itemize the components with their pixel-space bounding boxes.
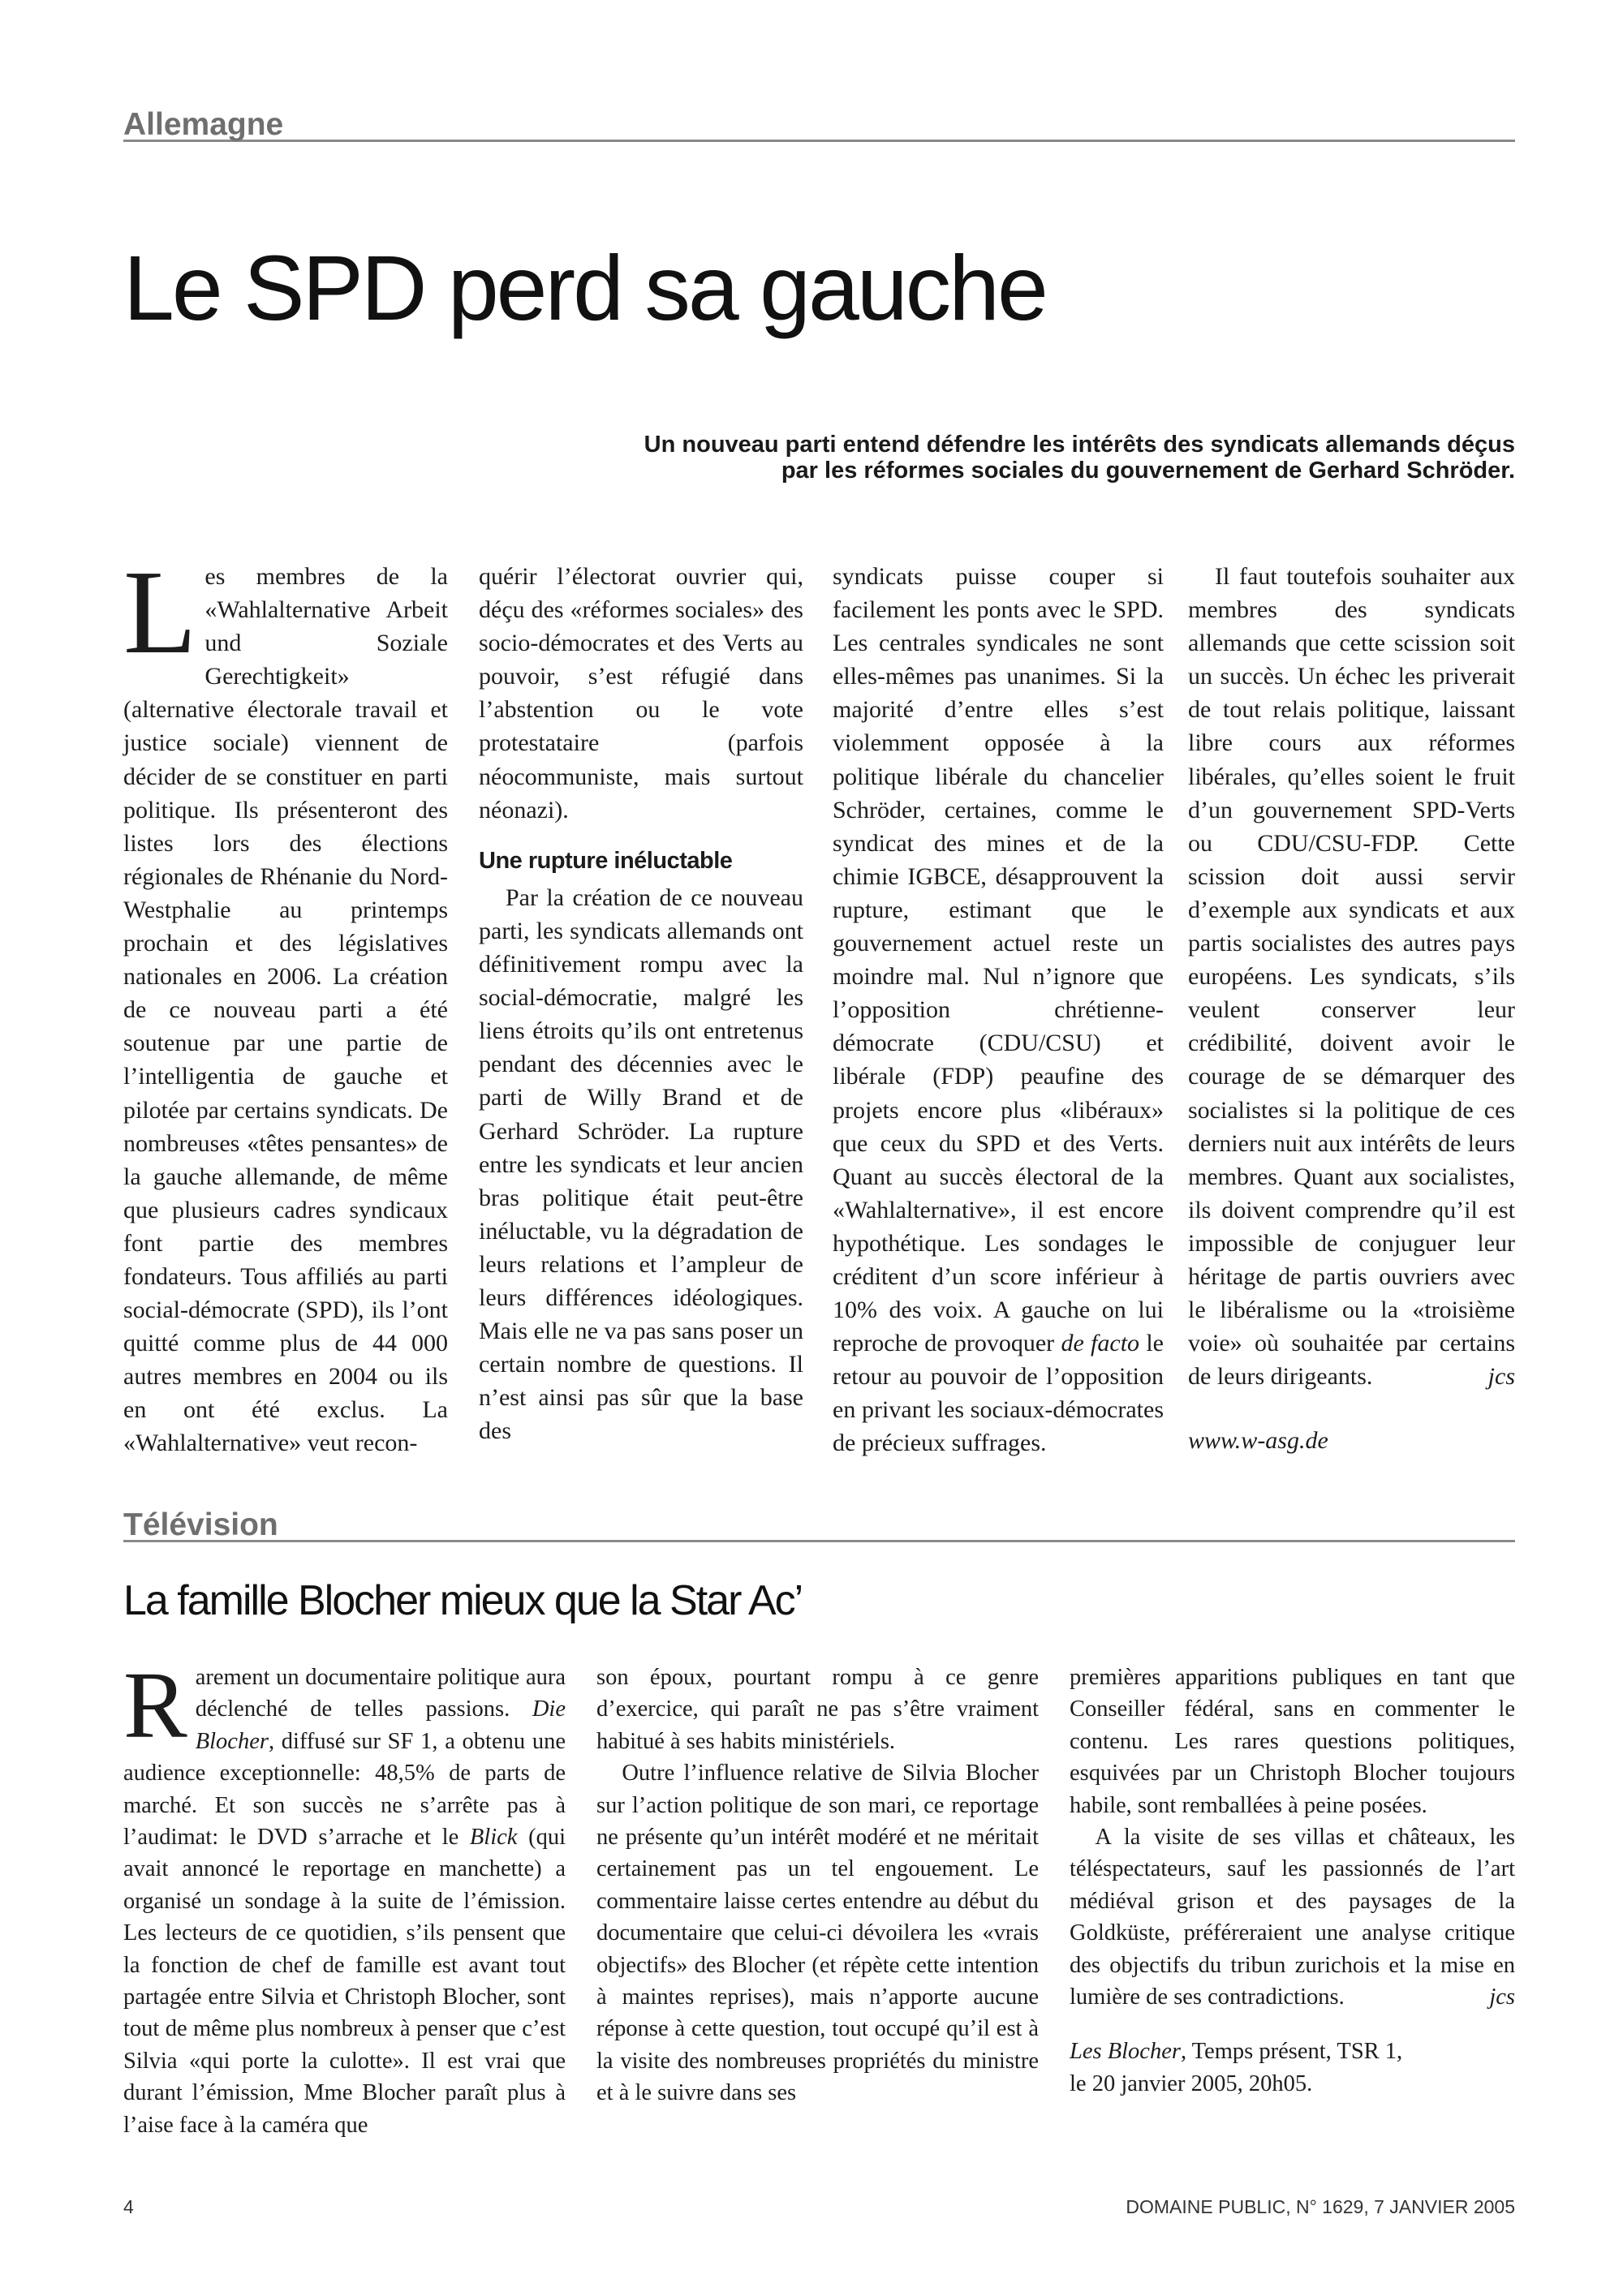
article1-col2-para1: quérir l’électorat ouvrier qui, déçu des «réformes sociales» des socio-démocrates et des Verts au pouvoir, s’est réfugié dans l’abstention ou le vote protestataire (parfois néocommuniste, mais surtout néonazi). [479, 563, 803, 823]
article1-col3-italic: de facto [1061, 1330, 1140, 1357]
article1-column-1 [123, 546, 448, 1457]
article2-col3-para1: premières apparitions publiques en tant que Conseiller fédéral, sans en commenter le contenu. Les rares questions politiques, esquivées par un Christoph Blocher toujours habile, sont remballées à peine posées. [1070, 1665, 1515, 1818]
article2-reference [1070, 2036, 1515, 2067]
article2-ref-rest: , Temps présent, TSR 1, [1180, 2039, 1403, 2065]
article2-ref-line2: le 20 janvier 2005, 20h05. [1070, 2070, 1313, 2096]
article1-column-2 [479, 560, 803, 1445]
article2-col3-para2: A la visite de ses villas et châteaux, les téléspectateurs, sauf les passionnés de l’art médiéval grison et des paysages de la Goldküste, préféreraient une analyse critique des objectifs du tribun zurichois et la mise en lumière de ses contradictions. [1070, 1825, 1515, 2010]
article2-col1-text-a: arement un documentaire politique aura déclenché de telles passions. [195, 1665, 566, 1722]
article2-col1-italic-2: Blick [469, 1825, 518, 1851]
article2-column-1 [123, 1652, 566, 2138]
article2-col2-para2: Outre l’influence relative de Silvia Blocher sur l’action politique de son mari, ce reportage ne présente qu’un intérêt modéré et ne méritait certainement pas un tel engouement. Le commentaire laisse certes entendre au début du documentaire que celui-ci dévoilera les «vrais objectifs» des Blocher (et répète cette intention à maintes reprises), mais n’apporte aucune réponse à cette question, tout occupé qu’il est à la visite des nombreuses propriétés du ministre et à le suivre dans ses [596, 1761, 1039, 2106]
section-label-television: Télévision [123, 1509, 1515, 1542]
article1-col3-text-b: le retour au pouvoir de l’opposition en privant les sociaux-démocrates de précieux suffrages. [833, 1330, 1164, 1457]
article1-url: www.w-asg.de [1188, 1427, 1328, 1455]
article1-col1-text: es membres de la «Wahlalternative Arbeit und Soziale Gerechtigkeit» (alternative électorale travail et justice sociale) viennent de décider de se constituer en parti politique. Ils présenteront des listes lors des élections régionales de Rhénanie du Nord-Westphalie au printemps prochain et des législatives nationales en 2006. La création de ce nouveau parti a été soutenue par une partie de l’intelligentia de gauche et pilotée par certains syndicats. De nombreuses «têtes pensantes» de la gauche allemande, de même que plusieurs cadres syndicaux font partie des membres fondateurs. Tous affiliés au parti social-démocrate (SPD), ils l’ont quitté comme plus de 44 000 autres membres en 2004 ou ils en ont été exclus. La «Wahlalternative» veut recon- [123, 563, 448, 1457]
article1-column-3 [833, 560, 1164, 1457]
page-number: 4 [123, 2196, 134, 2217]
article2-title: La famille Blocher mieux que la Star Ac’ [123, 1577, 803, 1624]
publication-info: DOMAINE PUBLIC, N° 1629, 7 JANVIER 2005 [1126, 2196, 1515, 2217]
drop-cap: L [123, 546, 197, 679]
article1-col2-para2: Par la création de ce nouveau parti, les syndicats allemands ont définitivement rompu avec la social-démocratie, malgré les liens étroits qu’ils ont entretenus pendant des décennies avec le parti de Willy Brand et de Gerhard Schröder. La rupture entre les syndicats et leur ancien bras politique était peut-être inéluctable, vu la dégradation de leurs relations et l’ampleur de leurs différences idéologiques. Mais elle ne va pas sans poser un certain nombre de questions. Il n’est ainsi pas sûr que la base des [479, 884, 803, 1445]
article1-col4-text: Il faut toutefois souhaiter aux membres des syndicats allemands que cette scission soit un succès. Un échec les priverait de tout relais politique, laissant libre cours aux réformes libérales, qu’elles soient le fruit d’un gouvernement SPD-Verts ou CDU/CSU-FDP. Cette scission doit aussi servir d’exemple aux syndicats et aux partis socialistes des autres pays européens. Les syndicats, s’ils veulent conserver leur crédibilité, doivent avoir le courage de se démarquer des socialistes si la politique de ces derniers nuit aux intérêts de leurs membres. Quant aux socialistes, ils doivent comprendre qu’il est impossible de conjuguer leur héritage de partis ouvriers avec le libéralisme ou la «troisième voie» où souhaitée par certains de leurs dirigeants. [1188, 563, 1515, 1391]
article-subtitle [325, 432, 1515, 484]
subtitle-line-1: Un nouveau parti entend défendre les intérêts des syndicats allemands déçus [644, 432, 1515, 458]
article2-col1-text-b: , diffusé sur SF 1, a obtenu une audience exceptionnelle: 48,5% de parts de marché. Et son succès ne s’arrête pas à l’audimat: le DVD s’arrache et le [123, 1728, 566, 1851]
article-title: Le SPD perd sa gauche [123, 237, 1046, 339]
article1-col3-text-a: syndicats puisse couper si facilement les ponts avec le SPD. Les centrales syndicales ne sont elles-mêmes pas unanimes. Si la majorité d’entre elles s’est violemment opposée à la politique libérale du chancelier Schröder, certaines, comme le syndicat des mines et de la chimie IGBCE, désapprouvent la rupture, estimant que le gouvernement actuel reste un moindre mal. Nul n’ignore que l’opposition chrétienne-démocrate (CDU/CSU) et libérale (FDP) peaufine des projets encore plus «libéraux» que ceux du SPD et des Verts. Quant au succès électoral de la «Wahlalternative», il est encore hypothétique. Les sondages le créditent d’un score inférieur à 10% des voix. A gauche on lui reproche de provoquer [833, 563, 1164, 1357]
section-label-allemagne: Allemagne [123, 109, 1515, 142]
article2-ref-title: Les Blocher [1070, 2039, 1181, 2065]
article2-col2-para1: son époux, pourtant rompu à ce genre d’exercice, qui paraît ne pas s’être vraiment habitué à ses habits ministériels. [596, 1665, 1039, 1754]
article2-column-2 [596, 1662, 1039, 2116]
article1-column-4 [1188, 560, 1515, 1455]
article1-subhead: Une rupture inéluctable [479, 847, 733, 874]
article2-column-3 [1070, 1662, 1515, 2116]
article2-signature: jcs [1489, 1984, 1515, 2010]
article2-col1-text-c: (qui avait annoncé le reportage en manchette) a organisé un sondage à la suite de l’émission. Les lecteurs de ce quotidien, s’ils pensent que la fonction de chef de famille est avant tout partagée entre Silvia et Christoph Blocher, sont tout de même plus nombreux à penser que c’est Silvia «qui porte la culotte». Il est vrai que durant l’émission, Mme Blocher paraît plus à l’aise face à la caméra que [123, 1825, 566, 2138]
drop-cap: R [123, 1652, 187, 1758]
article2-col1-italic-1: Die Blocher [195, 1696, 566, 1754]
article1-signature: jcs [1487, 1363, 1515, 1391]
subtitle-line-2: par les réformes sociales du gouvernement de Gerhard Schröder. [781, 458, 1515, 484]
